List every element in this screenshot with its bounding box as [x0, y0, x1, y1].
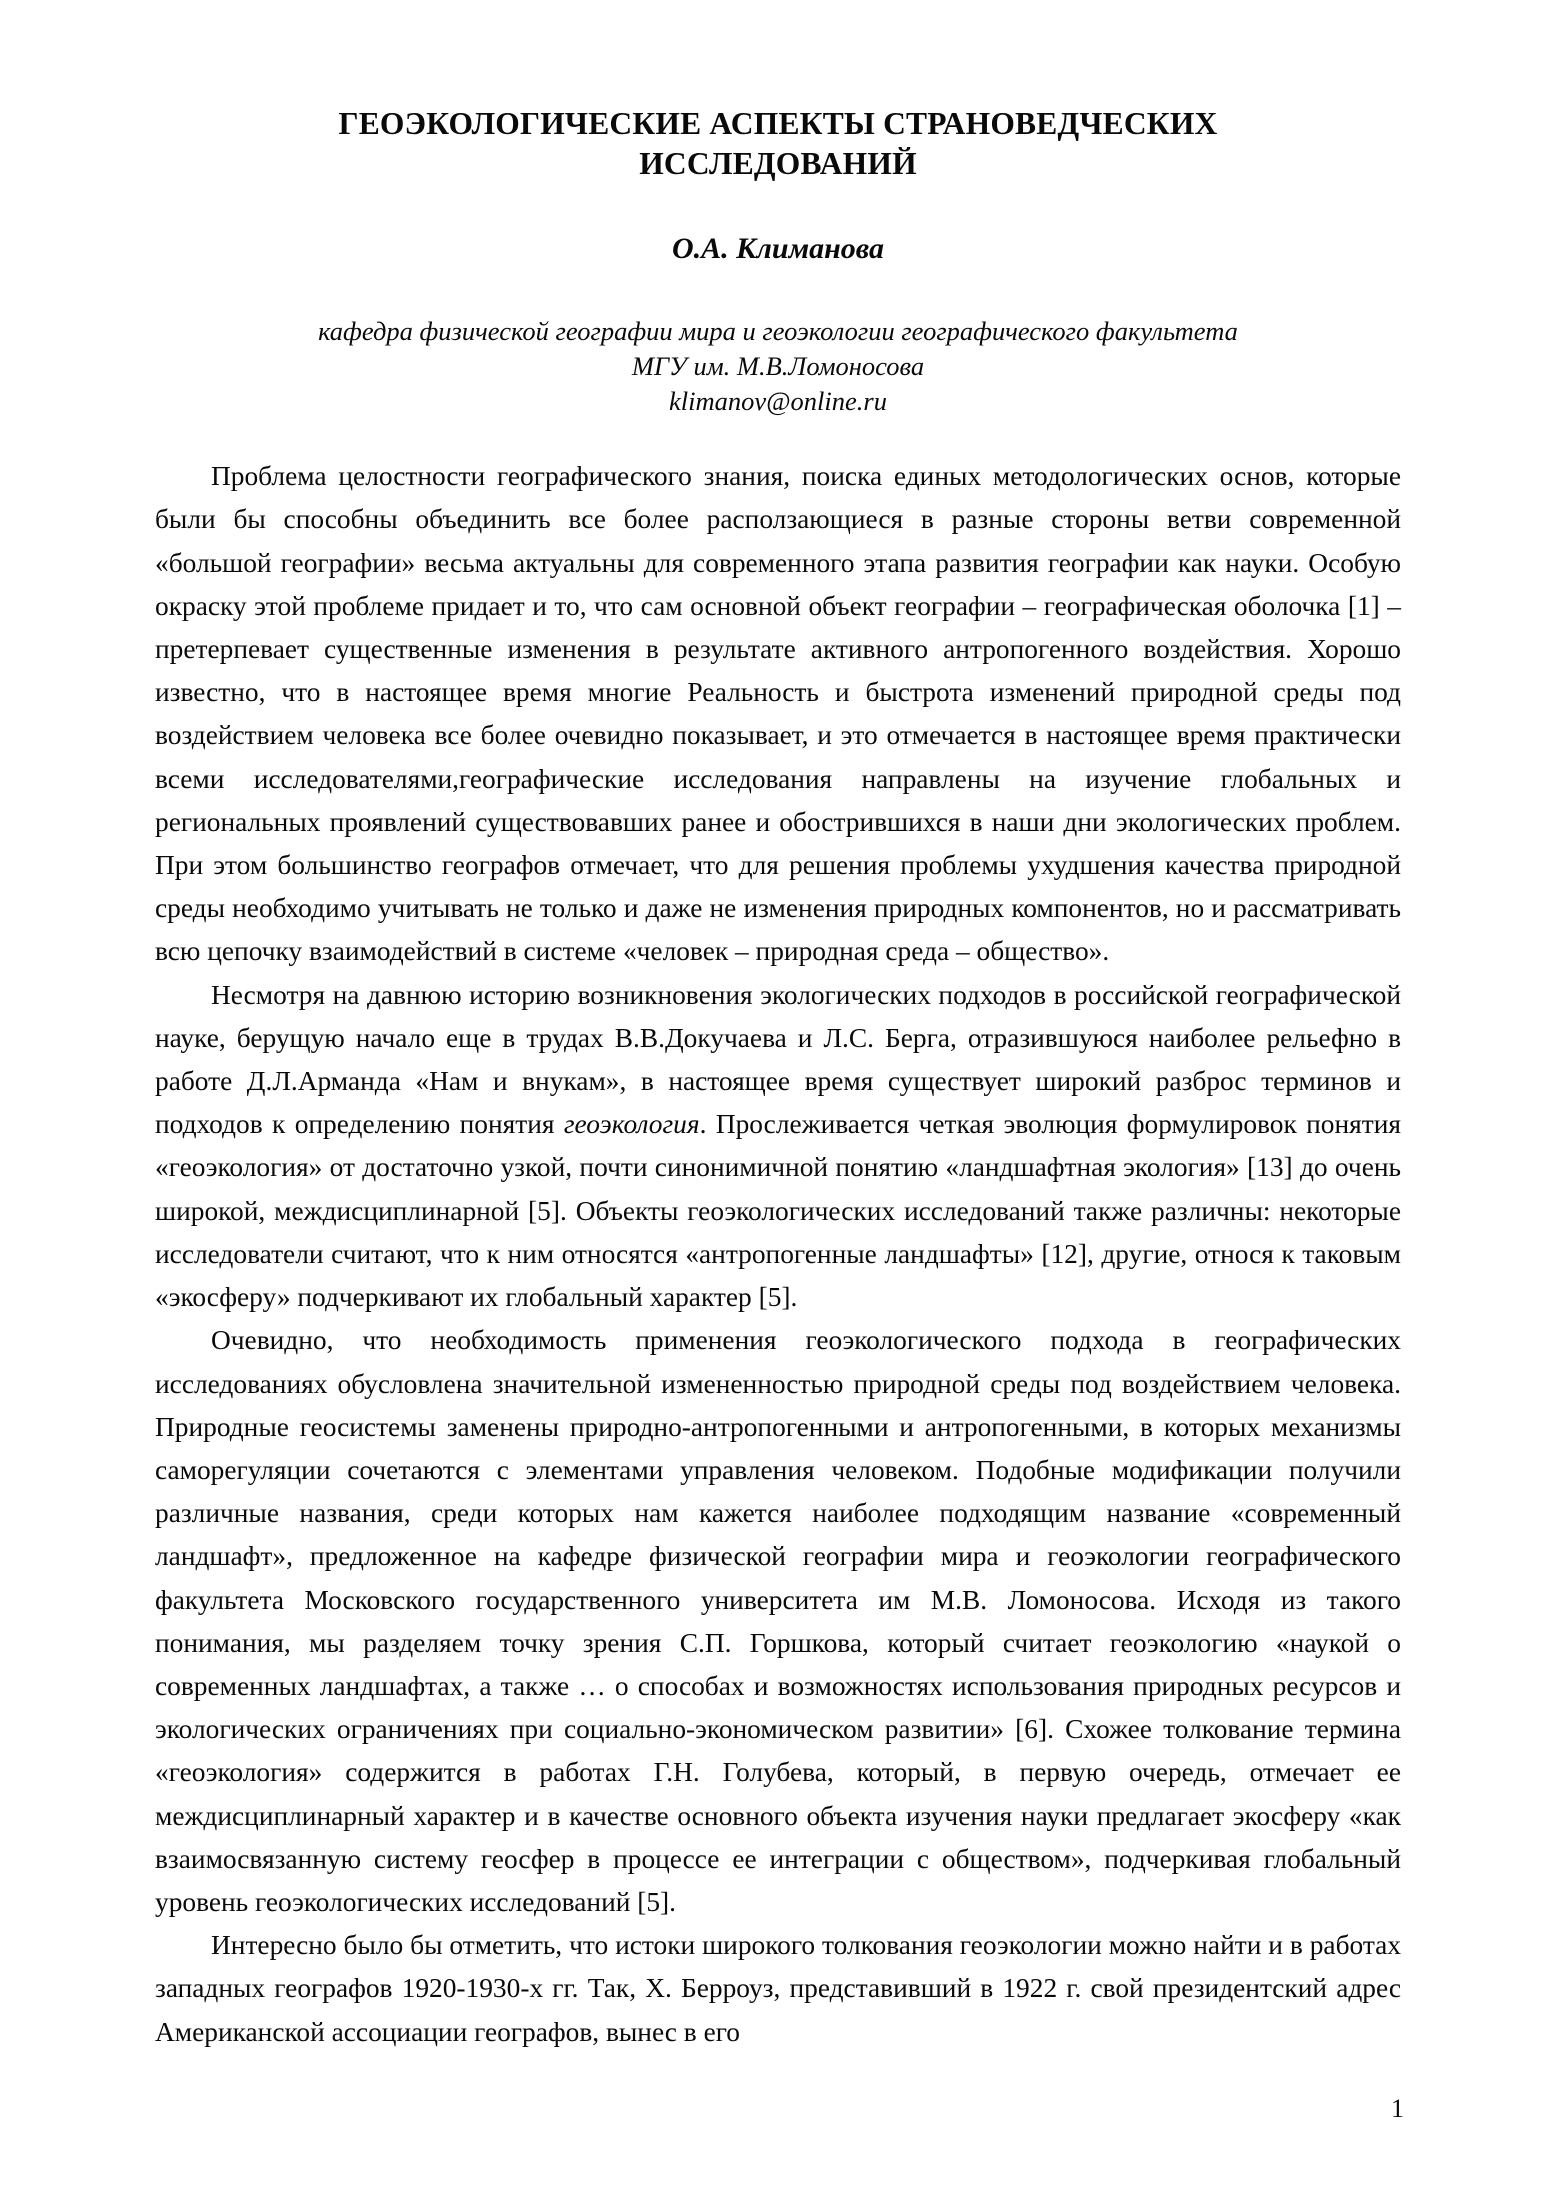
body-text: [155, 418, 1401, 2054]
paragraph-2-segment-1: Несмотря на давнюю историю возникновения экологических подходов в российской географической науке, берущую начало еще в трудах В.В.Докучаева и Л.С. Берга, отразившуюся наиболее рельефно в работе Д.Л.Арманда «Нам и внукам», в настоящее время существует широкий разброс терминов и подходов к определению понятия: [155, 979, 1401, 1140]
title-line-1: ГЕОЭКОЛОГИЧЕСКИЕ АСПЕКТЫ СТРАНОВЕДЧЕСКИХ: [338, 106, 1218, 141]
page-content: [155, 0, 1401, 2054]
title-line-2: ИССЛЕДОВАНИЙ: [639, 146, 917, 182]
paragraph-2: [155, 974, 1401, 1320]
paragraph-3: Очевидно, что необходимость применения геоэкологического подхода в географических исследованиях обусловлена значительной измененностью природной среды под воздействием человека. Природные геосистемы заменены природно-антропогенными и антропогенными, в которых механизмы саморегуляции сочетаются с элементами управления человеком. Подобные модификации получили различные названия, среди которых нам кажется наиболее подходящим название «современный ландшафт», предложенное на кафедре физической географии мира и геоэкологии географического факультета Московского государственного университета им М.В. Ломоносова. Исходя из такого понимания, мы разделяем точку зрения С.П. Горшкова, который считает геоэкологию «наукой о современных ландшафтах, а также … о способах и возможностях использования природных ресурсов и экологических ограничениях при социально-экономическом развитии» [6]. Схожее толкование термина «геоэкология» содержится в работах Г.Н. Голубева, который, в первую очередь, отмечает ее междисциплинарный характер и в качестве основного объекта изучения науки предлагает экосферу «как взаимосвязанную систему геосфер в процессе ее интеграции с обществом», подчеркивая глобальный уровень геоэкологических исследований [5].: [155, 1325, 1401, 1917]
term-geoecology: геоэкология: [563, 1109, 700, 1140]
affiliation-line-2: МГУ им. М.В.Ломоносова: [631, 350, 925, 381]
author-email: klimanov@online.ru: [669, 385, 887, 416]
paragraph-2-segment-3: . Прослеживается четкая эволюция формулировок понятия «геоэкология» от достаточно узкой, почти синонимичной понятию «ландшафтная экология» [13] до очень широкой, междисциплинарной [5]. Объекты геоэкологических исследований также различны: некоторые исследователи считают, что к ним относятся «антропогенные ландшафты» [12], другие, относя к таковым «экосферу» подчеркивают их глобальный характер [5].: [155, 1109, 1401, 1313]
paragraph-1: Проблема целостности географического знания, поиска единых методологических основ, которые были бы способны объединить все более расползающиеся в разные стороны ветви современной «большой географии» весьма актуальны для современного этапа развития географии как науки. Особую окраску этой проблеме придает и то, что сам основной объект географии – географическая оболочка [1] – претерпевает существенные изменения в результате активного антропогенного воздействия. Хорошо известно, что в настоящее время многие Реальность и быстрота изменений природной среды под воздействием человека все более очевидно показывает, и это отмечается в настоящее время практически всеми исследователями,географические исследования направлены на изучение глобальных и региональных проявлений существовавших ранее и обострившихся в наши дни экологических проблем. При этом большинство географов отмечает, что для решения проблемы ухудшения качества природной среды необходимо учитывать не только и даже не изменения природных компонентов, но и рассматривать всю цепочку взаимодействий в системе «человек – природная среда – общество».: [155, 461, 1401, 967]
author-name: О.А. Климанова: [671, 231, 884, 265]
affiliation-block: [155, 267, 1401, 418]
page-title: [155, 0, 1401, 185]
affiliation-line-1: кафедра физической географии мира и геоэкологии географического факультета: [318, 316, 1238, 347]
paragraph-4: Интересно было бы отметить, что истоки широкого толкования геоэкологии можно найти и в работах западных географов 1920-1930-х гг. Так, Х. Берроуз, представивший в 1922 г. свой президентский адрес Американской ассоциации географов, вынес в его: [155, 1930, 1401, 2047]
page-number: 1: [1391, 2094, 1404, 2123]
